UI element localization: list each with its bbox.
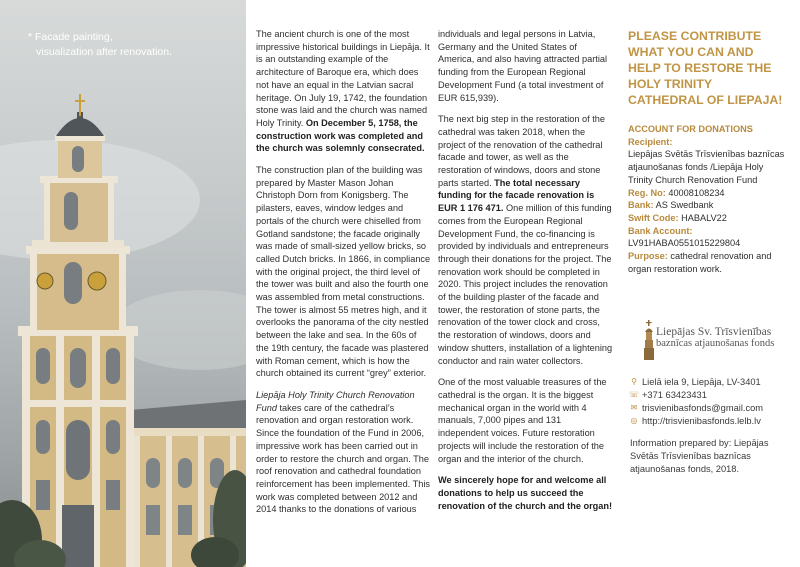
donation-headline: PLEASE CONTRIBUTE WHAT YOU CAN AND HELP TO RESTORE THE HOLY TRINITY CATHEDRAL OF LIEPAJA! [628,29,783,107]
image-caption [28,30,218,60]
contact-phone [630,389,763,402]
account-value: LV91HABA0551015229804 [628,238,741,249]
logo-line-2: baznīcas atjaunošanas fonds [656,338,775,349]
fund-paragraph [256,389,431,516]
swift-label: Swift Code: [628,212,679,223]
caption-line-2: visualization after renovation. [36,46,172,58]
contact-email [630,402,763,415]
restoration-text-c: One million of this funding comes from the European Regional Development Fund, the co-financing is provided by individuals and entrepreneurs through their donations for the project. The renovation work should be completed in 2020. This project includes the renovation of the building plaster of the facade and tower, the restoration of stone parts, the renovation of the tower clock and cross, the restoration of windows, doors and window shutters, installation of a lightening conductor and rain water collectors. [438,203,613,366]
history-text: The ancient church is one of the most impressive historical buildings in Liepāja. It is an outstanding example of the architecture of Baroque era, which does not have an equal in the Latvian sacral heritage. On July 19, 1742, the foundation stone was laid and the church was named Holy Trinity. [256,29,430,128]
recipient-value: Liepājas Svētās Trīsvienības baznīcas atjaunošanas fonds /Liepāja Holy Trinity Church Renovation Fund [628,149,785,185]
construction-paragraph: The construction plan of the building was prepared by Master Mason Johan Christoph Dorn from Konigsberg. The pilasters, eaves, window ledges and portals of the church were chiselled from Gotland sandstone; the facade originally was made of small-sized yellow bricks, so called Dutch bricks. In 1866, in compliance with the original project, the third level of the tower was built and also the fourth one was assembled from metal constructions. The tower is almost 55 metres high, and it overlooks the panorama of the city nestled between the lake and sea. In the 60s of the 19th century, the facade was plastered with Roman cement, which is how the church obtained its current “grey” exterior. [256,165,431,379]
caption-line-1: * Facade painting, [28,31,113,43]
purpose [628,250,788,275]
bank-value: AS Swedbank [653,200,714,211]
recipient-label: Recipient: [628,136,673,147]
swift-value: HABALV22 [678,212,727,223]
restoration-text-a: The next big step in the restoration of the cathedral was taken 2018, when the project of the renovation of the cathedral facade and tower, as well as the restoration of windows, doors and stone parts started. [438,114,606,188]
reg-number [628,187,788,200]
church-tower-logo-icon [642,320,656,360]
bank-label: Bank: [628,200,654,211]
church-illustration [0,0,246,567]
fund-text: takes care of the cathedral’s renovation and organ restoration work. Since the foundation of the Fund in 2006, impressive work has been carried out in order to restore the church and organ. The roof renovation and cathedral foundation reinforcement has been implemented. This work was completed between 2012 and 2014 thanks to the donations of various [256,402,430,515]
closing-appeal-text: We sincerely hope for and welcome all donations to help us succeed the renovation of the church and the organ! [438,475,613,511]
globe-icon: ◎ [630,415,638,425]
restoration-paragraph [438,113,614,367]
reg-value: 40008108234 [665,187,725,198]
account-details [628,123,788,275]
phone-icon: ☏ [629,389,640,399]
reg-label: Reg. No: [628,187,666,198]
prepared-by-note: Information prepared by: Liepājas Svētās Trīsvienības baznīcas atjaunošanas fonds, 2018. [630,438,769,474]
swift-code [628,212,788,225]
consecration-highlight: On December 5, 1758, the construction work was completed and the church was solemnly consecrated. [256,117,425,154]
text-column-2 [438,28,614,521]
funding-total-highlight: The total necessary funding for the facade renovation is EUR 1 176 471. [438,177,595,214]
phone-text[interactable]: +371 63423431 [642,389,707,400]
email-link[interactable]: trisvienibasfonds@gmail.com [642,402,764,413]
email-icon: ✉ [630,402,638,412]
logo-text [656,326,774,350]
web-link[interactable]: http://trisvienibasfonds.lelb.lv [642,415,761,426]
fund-name: Liepāja Holy Trinity Church Renovation Fund [256,389,415,413]
contact-web [630,415,763,428]
contact-address [630,376,763,389]
closing-appeal [438,474,614,512]
church-facade-image [0,0,246,567]
location-pin-icon: ⚲ [631,377,637,386]
account-title: ACCOUNT FOR DONATIONS [628,124,753,134]
funding-paragraph: individuals and legal persons in Latvia, Germany and the United States of America, and also having attracted partial funding from the European Regional Development Fund (a total investment of EUR 615,939). [438,29,608,103]
text-column-1 [256,28,431,525]
donation-column [628,28,788,275]
contact-list [630,376,763,428]
history-paragraph [256,28,431,155]
organ-paragraph: One of the most valuable treasures of the cathedral is the organ. It is the biggest mechanical organ in the world with 4 manuals, 7,000 pipes and 131 independent voices. Future restoration projects will include the restoration of the organ and the interior of the church. [438,377,607,464]
purpose-label: Purpose: [628,251,668,262]
logo-line-1: Liepājas Sv. Trīsvienības [656,326,772,338]
address-text: Lielā iela 9, Liepāja, LV-3401 [642,377,761,387]
bank-name [628,199,788,212]
purpose-value: cathedral renovation and organ restoration work. [628,251,772,274]
fund-logo [642,320,792,364]
account-label: Bank Account: [628,225,693,236]
